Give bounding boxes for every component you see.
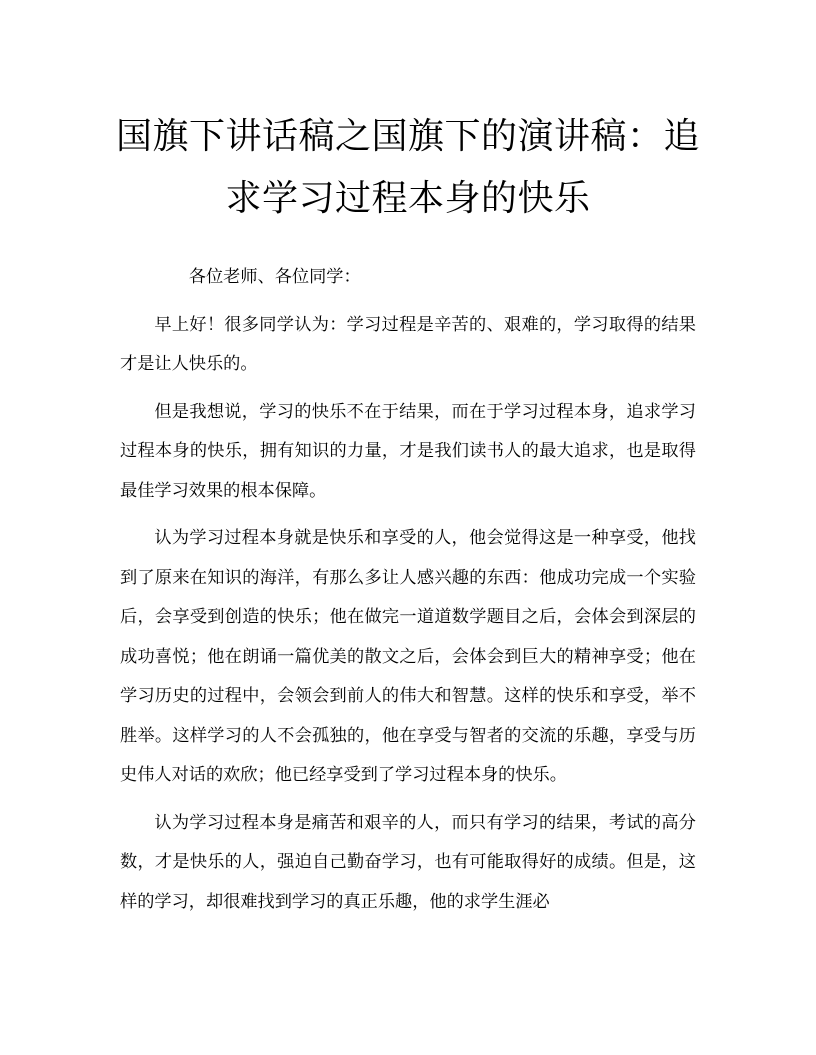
paragraph-greeting: 各位老师、各位同学： xyxy=(188,267,361,287)
paragraph-2: 但是我想说，学习的快乐不在于结果，而在于学习过程本身，追求学习过程本身的快乐，拥有知识的力量，才是我们读书人的最大追求，也是取得最佳学习效果的根本保障。 xyxy=(120,401,696,501)
paragraph-1: 早上好！很多同学认为：学习过程是辛苦的、艰难的，学习取得的结果才是让人快乐的。 xyxy=(120,314,696,374)
document-title: 国旗下讲话稿之国旗下的演讲稿：追求学习过程本身的快乐 xyxy=(115,116,700,219)
paragraph-3: 认为学习过程本身就是快乐和享受的人，他会觉得这是一种享受，他找到了原来在知识的海洋，有那么多让人感兴趣的东西：他成功完成一个实验后，会享受到创造的快乐；他在做完一道道数学题目之后，会体会到深层的成功喜悦；他在朗诵一篇优美的散文之后，会体会到巨大的精神享受；他在学习历史的过程中，会领会到前人的伟大和智慧。这样的快乐和享受，举不胜举。这样学习的人不会孤独的，他在享受与智者的交流的乐趣，享受与历史伟人对话的欢欣；他已经享受到了学习过程本身的快乐。 xyxy=(120,528,696,785)
paragraph-4: 认为学习过程本身是痛苦和艰辛的人，而只有学习的结果，考试的高分数，才是快乐的人，强迫自己勤奋学习，也有可能取得好的成绩。但是，这样的学习，却很难找到学习的真正乐趣，他的求学生涯必 xyxy=(120,812,696,912)
document-body xyxy=(120,258,696,922)
